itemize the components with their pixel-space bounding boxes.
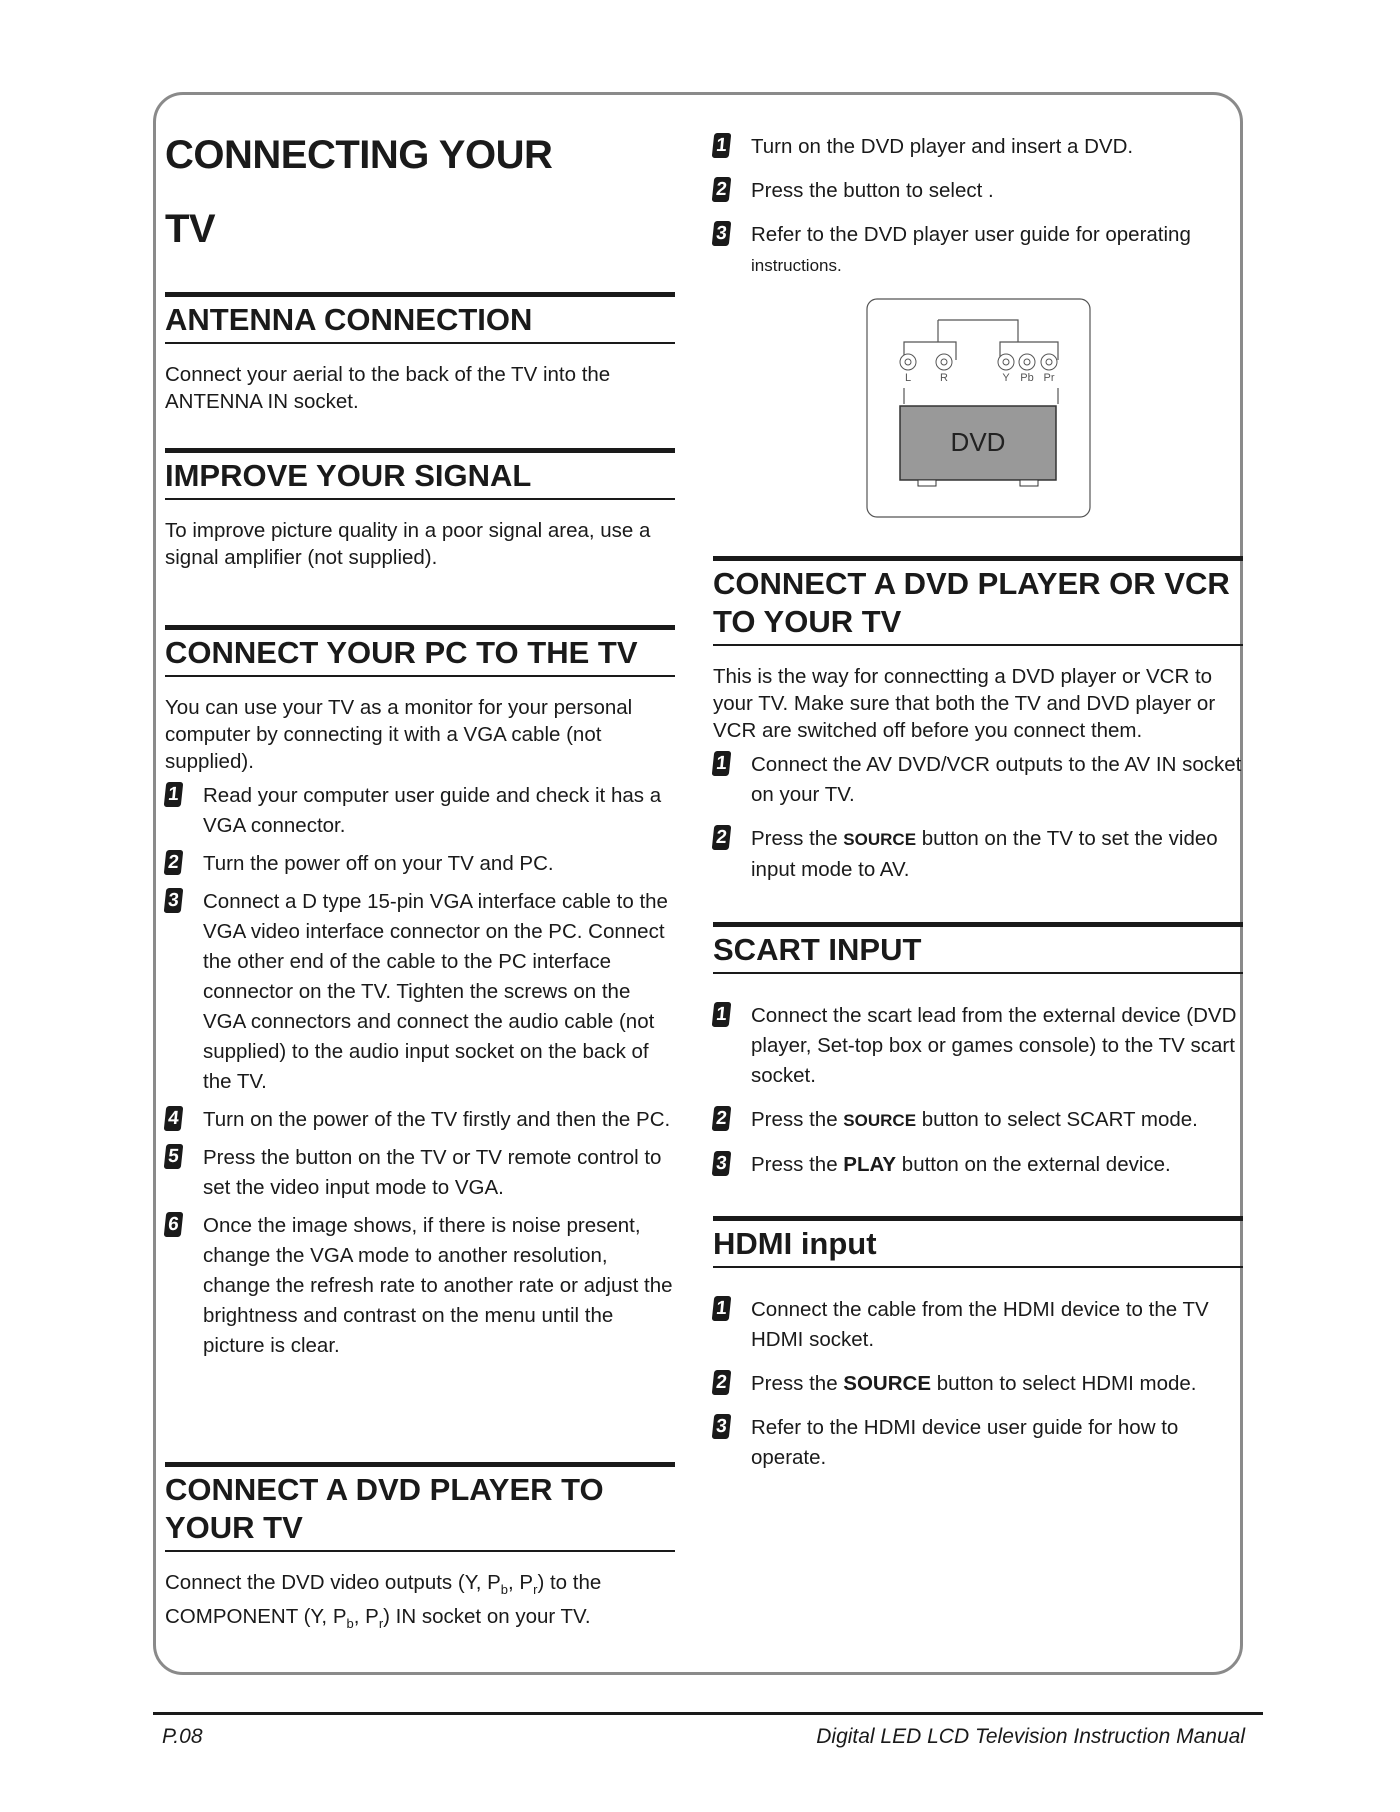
hdmi-step (713, 1413, 1243, 1473)
step-number-badge: 3 (712, 221, 732, 246)
signal-heading: IMPROVE YOUR SIGNAL (165, 448, 675, 500)
subscript-r: r (378, 1616, 384, 1632)
pc-step-text: Read your computer user guide and check it has a VGA connector. (203, 784, 662, 837)
vcr-step-text: button on the TV to set the video input mode to AV. (751, 827, 1218, 881)
antenna-section (165, 292, 675, 415)
pc-section (165, 625, 675, 1361)
scart-step-text: Connect the scart lead from the external device (DVD player, Set-top box or games console) to the TV scart socket. (751, 1004, 1237, 1087)
hdmi-step-text: Press the (751, 1372, 844, 1395)
vcr-heading: CONNECT A DVD PLAYER OR VCR TO YOUR TV (713, 556, 1243, 646)
step-number-badge: 1 (164, 782, 184, 807)
step-number-badge: 1 (712, 133, 732, 158)
step-number-badge: 2 (712, 1370, 732, 1395)
dvd-text-part: , P (353, 1605, 379, 1629)
hdmi-section (713, 1216, 1243, 1473)
step-number-badge: 2 (712, 177, 732, 202)
hdmi-steps (713, 1295, 1243, 1473)
pc-step-text: Press the button on the TV or TV remote control to set the video input mode to VGA. (203, 1146, 662, 1199)
subscript-b: b (500, 1582, 509, 1598)
page-title-line-2: TV (165, 207, 216, 251)
scart-step (713, 1150, 1243, 1180)
jack-pb-icon (1019, 354, 1035, 370)
pc-step (165, 849, 675, 879)
dvd-steps-section (713, 132, 1243, 280)
device-foot (918, 480, 936, 486)
hdmi-heading: HDMI input (713, 1216, 1243, 1268)
source-button-label: SOURCE (843, 1111, 917, 1130)
source-button-label: SOURCE (843, 1372, 932, 1395)
pc-step (165, 1143, 675, 1203)
vcr-step (713, 824, 1243, 885)
play-button-label: PLAY (843, 1153, 897, 1176)
jack-label: Pr (1043, 372, 1055, 384)
dvd-step-text: Refer to the DVD player user guide for operating (751, 223, 1191, 246)
scart-step-text: Press the (751, 1108, 844, 1131)
hdmi-step (713, 1369, 1243, 1399)
step-number-badge: 1 (712, 751, 732, 776)
scart-step (713, 1105, 1243, 1136)
pc-intro: You can use your TV as a monitor for your personal computer by connecting it with a VGA cable (not supplied). (165, 696, 633, 773)
step-number-badge: 3 (712, 1151, 732, 1176)
antenna-heading: ANTENNA CONNECTION (165, 292, 675, 344)
dvd-step (713, 176, 1243, 206)
hdmi-step-text: Connect the cable from the HDMI device to the TV HDMI socket. (751, 1298, 1209, 1351)
footer-page-number: P.08 (162, 1725, 203, 1748)
hdmi-step-text: Refer to the HDMI device user guide for how to operate. (751, 1416, 1179, 1469)
pc-heading: CONNECT YOUR PC TO THE TV (165, 625, 675, 677)
dvd-device-label: DVD (950, 427, 1006, 457)
scart-steps (713, 1001, 1243, 1180)
dvd-heading: CONNECT A DVD PLAYER TO YOUR TV (165, 1462, 675, 1552)
device-foot (1020, 480, 1038, 486)
step-number-badge: 2 (164, 850, 184, 875)
jack-label: L (904, 372, 912, 384)
jack-pr-icon (1041, 354, 1057, 370)
dvd-connection-diagram (866, 298, 1091, 518)
dvd-diagram-svg (866, 298, 1091, 518)
dvd-text-part: , P (508, 1571, 534, 1594)
hdmi-step-text: button to select HDMI mode. (931, 1372, 1197, 1395)
step-number-badge: 1 (712, 1296, 732, 1321)
dvd-step (713, 132, 1243, 162)
vcr-step-text: Connect the AV DVD/VCR outputs to the AV IN socket on your TV. (751, 753, 1242, 806)
pc-step (165, 1211, 675, 1361)
footer-manual-title: Digital LED LCD Television Instruction Manual (816, 1725, 1245, 1748)
pc-steps (165, 781, 675, 1361)
dvd-section (165, 1462, 675, 1637)
pc-step (165, 887, 675, 1097)
jack-y-icon (998, 354, 1014, 370)
dvd-step-text: Press the button to select . (751, 179, 994, 202)
step-number-badge: 6 (164, 1212, 184, 1237)
dvd-text-part: ) IN socket on your TV. (383, 1605, 591, 1629)
subscript-b: b (346, 1616, 354, 1632)
jack-label: R (940, 372, 948, 384)
dvd-step (713, 220, 1243, 280)
vcr-section (713, 556, 1243, 885)
signal-text: To improve picture quality in a poor signal area, use a signal amplifier (not supplied). (165, 519, 651, 569)
subscript-r: r (533, 1582, 538, 1598)
pc-step-text: Connect a D type 15-pin VGA interface cable to the VGA video interface connector on the PC. Connect the other end of the cable to the PC interface connector on the TV. Tighten the screws on the VGA connectors and connect the audio cable (not supplied) to the audio input socket on the back of the TV. (203, 890, 668, 1093)
dvd-text-part: Connect the DVD video outputs (Y, P (165, 1571, 501, 1594)
pc-step-text: Turn on the power of the TV firstly and then the PC. (203, 1108, 671, 1131)
jack-r-icon (936, 354, 952, 370)
vcr-step-text: Press the (751, 827, 844, 850)
step-number-badge: 5 (164, 1144, 184, 1169)
step-number-badge: 1 (712, 1002, 732, 1027)
scart-step (713, 1001, 1243, 1091)
vcr-step (713, 750, 1243, 810)
page-title (165, 118, 625, 266)
signal-section (165, 448, 675, 571)
scart-step-text: button to select SCART mode. (916, 1108, 1198, 1131)
scart-section (713, 922, 1243, 1180)
antenna-text: Connect your aerial to the back of the TV into the ANTENNA IN socket. (165, 363, 611, 413)
scart-step-text: button on the external device. (896, 1153, 1171, 1176)
dvd-step-text: Turn on the DVD player and insert a DVD. (751, 135, 1134, 158)
pc-step-text: Turn the power off on your TV and PC. (203, 852, 554, 875)
step-number-badge: 4 (164, 1106, 184, 1131)
hdmi-step (713, 1295, 1243, 1355)
jack-l-icon (900, 354, 916, 370)
dvd-step-text-small: instructions. (751, 256, 842, 275)
step-number-badge: 3 (712, 1414, 732, 1439)
scart-step-text: Press the (751, 1153, 844, 1176)
step-number-badge: 3 (164, 888, 184, 913)
footer-rule (153, 1712, 1263, 1715)
dvd-text-part: ) to the COMPONENT (Y, P (165, 1571, 602, 1629)
scart-heading: SCART INPUT (713, 922, 1243, 974)
dvd-text (165, 1569, 675, 1637)
jack-label: Pb (1020, 372, 1034, 384)
pc-step (165, 1105, 675, 1135)
step-number-badge: 2 (712, 1106, 732, 1131)
vcr-intro: This is the way for connectting a DVD player or VCR to your TV. Make sure that both the TV and DVD player or VCR are switched off before you connect them. (713, 665, 1216, 742)
step-number-badge: 2 (712, 825, 732, 850)
jack-label: Y (1002, 372, 1010, 384)
page-title-line-1: CONNECTING YOUR (165, 133, 553, 177)
pc-step (165, 781, 675, 841)
source-button-label: SOURCE (843, 830, 917, 849)
dvd-steps (713, 132, 1243, 280)
vcr-steps (713, 750, 1243, 885)
pc-step-text: Once the image shows, if there is noise present, change the VGA mode to another resolution, change the refresh rate to another rate or adjust the brightness and contrast on the menu until the picture is clear. (203, 1214, 673, 1357)
